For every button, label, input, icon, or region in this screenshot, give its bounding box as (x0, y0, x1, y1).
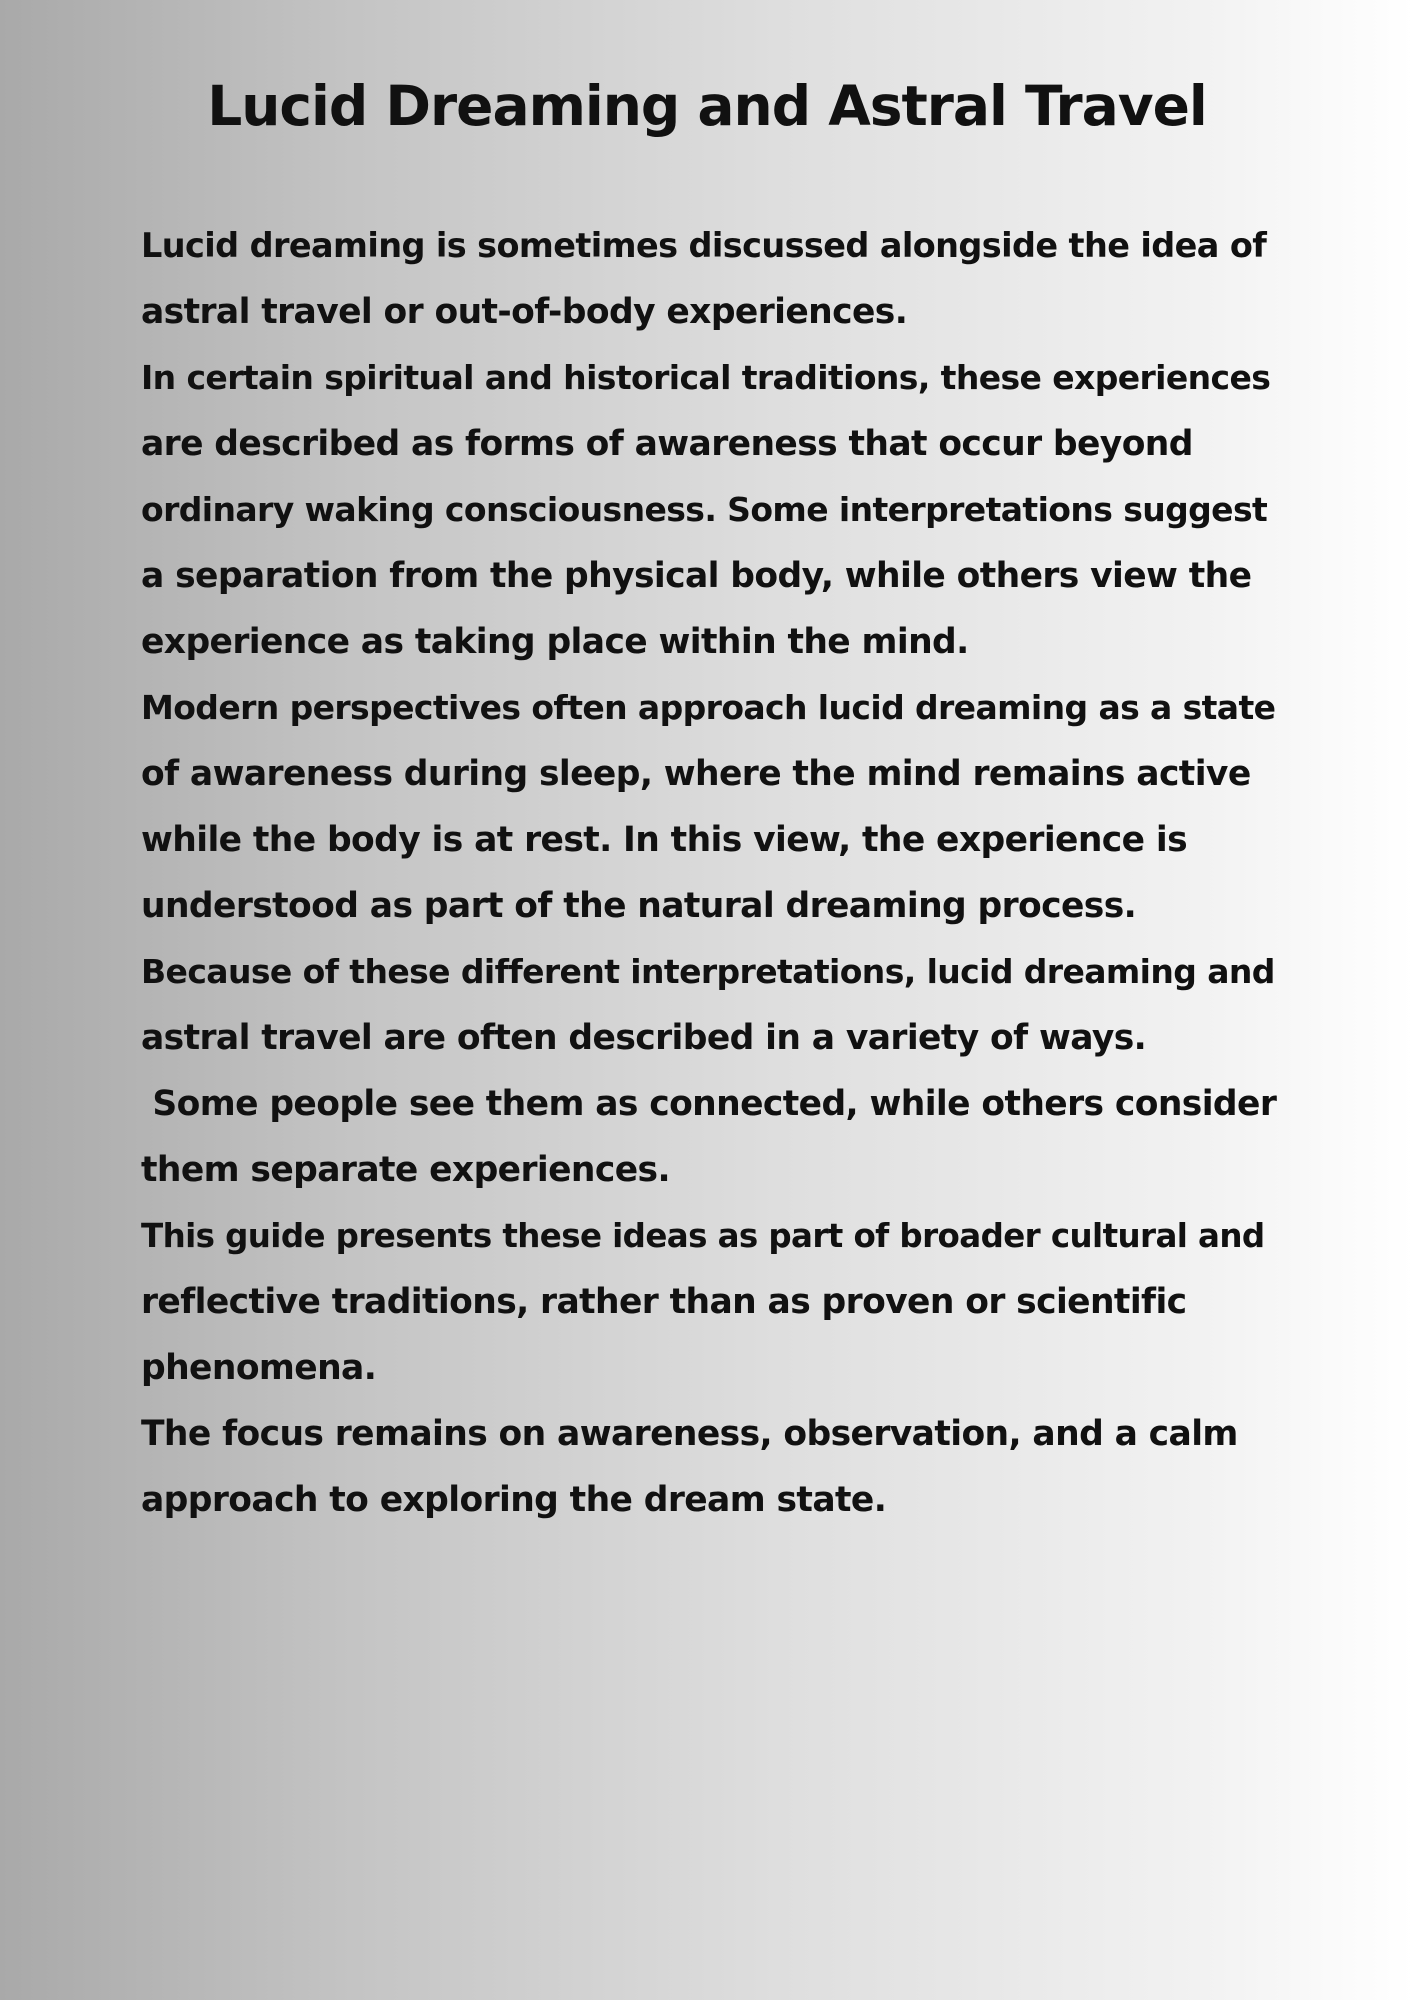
body-line: The focus remains on awareness, observation, and a calm (141, 1414, 1238, 1454)
page-title: Lucid Dreaming and Astral Travel (207, 74, 1207, 138)
body-line: astral travel are often described in a variety of ways. (141, 1018, 1147, 1058)
body-line: phenomena. (141, 1348, 377, 1388)
body-text (141, 213, 1281, 1533)
body-line: while the body is at rest. In this view, the experience is (141, 820, 1188, 860)
body-line: understood as part of the natural dreaming process. (141, 886, 1137, 926)
body-line: astral travel or out-of-body experiences. (141, 292, 908, 332)
body-line: are described as forms of awareness that occur beyond (141, 424, 1193, 464)
body-line: Modern perspectives often approach lucid dreaming as a state (141, 688, 1276, 727)
body-line: them separate experiences. (141, 1150, 670, 1190)
body-line: Some people see them as connected, while others consider (141, 1084, 1277, 1124)
body-line: Because of these different interpretations, lucid dreaming and (141, 952, 1275, 991)
body-line: Lucid dreaming is sometimes discussed alongside the idea of (141, 226, 1267, 265)
body-line: reflective traditions, rather than as proven or scientific (141, 1282, 1187, 1322)
body-line: a separation from the physical body, while others view the (141, 556, 1252, 596)
body-line: of awareness during sleep, where the mind remains active (141, 754, 1251, 794)
body-line: approach to exploring the dream state. (141, 1480, 887, 1520)
body-line: ordinary waking consciousness. Some interpretations suggest (141, 490, 1268, 529)
body-line: This guide presents these ideas as part of broader cultural and (141, 1217, 1265, 1255)
body-line: In certain spiritual and historical traditions, these experiences (141, 358, 1271, 397)
body-line: experience as taking place within the mind. (141, 622, 969, 662)
